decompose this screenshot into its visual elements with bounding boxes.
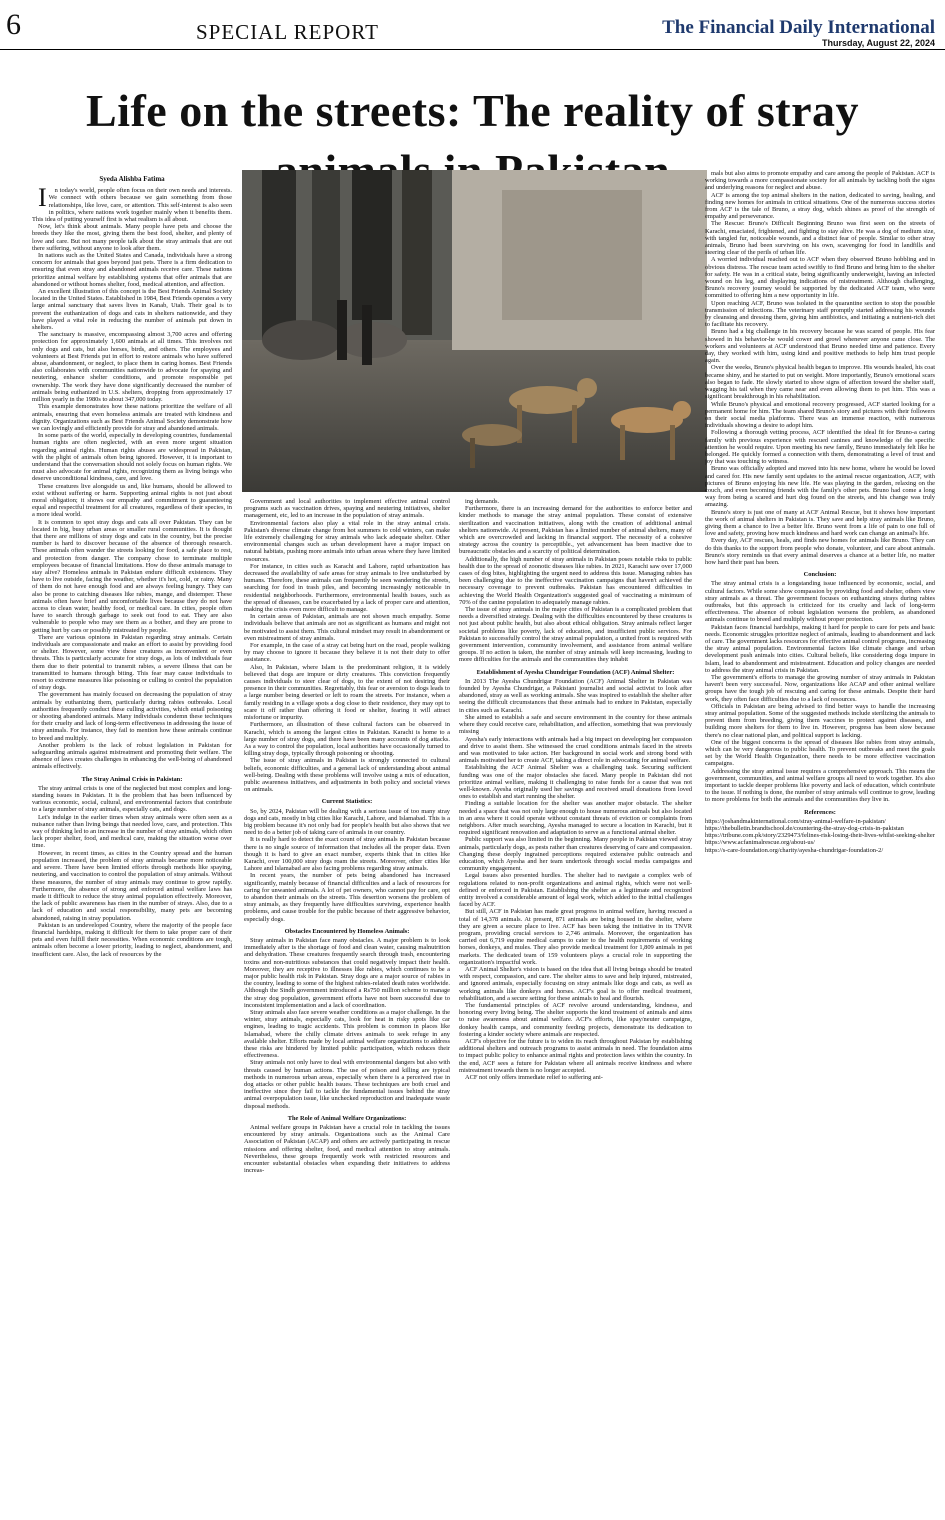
paragraph: Environmental factors also play a vital role in the stray animal crisis. Pakistan's diverse climate change from hot summers to cold winters, can make life extremely challenging for stray animals who lack adequate shelter. Other environmental changes such as urban development have a major impact on natural habitats, pushing more animals into urban areas where they have limited resources. [244,519,450,563]
paragraph: In certain areas of Pakistan, animals are not shown much empathy. Some individuals believe that animals are not as significant as humans and might not be motivated to assist them. This cultural mindset may result in abandonment or even mistreatment of stray animals. [244,613,450,642]
paragraph: ACF not only offers immediate relief to suffering ani- [465,1074,603,1082]
paragraph: Pakistan faces financial hardships, making it hard for people to care for pets and basic needs. Economic struggles prioritize neglect of animals, leading to abandonment and lack of care. The government lacks resources for effective animal control programs, increasing the stray animal population. Environmental factors like climate change and urban development push animals into cities. Cultural beliefs, like considering dogs impure in Islam, lead to abandonment and mistreatment. Education and policy changes are needed to address the stray animal crisis in Pakistan. [705,623,935,674]
paragraph: So, by 2024, Pakistan will be dealing with a serious issue of too many stray dogs and cats, mostly in big cities like Karachi, Lahore, and Islamabad. This is a big problem because it's not only bad for people's health but also shows that we need to do a better job of taking care of animals in our country. [244,807,450,837]
paragraph: The fundamental principles of ACF revolve around understanding, kindness, and honoring every living being. The shelter supports the kind treatment of animals and aims to raise awareness about animal welfare. ACF's efforts, like spay/neuter campaigns, donkey health camps, and community feeding projects, demonstrate its dedication to fostering a kinder society where animals are respected. [459,1002,692,1038]
paragraph: The sanctuary is massive, encompassing almost 3,700 acres and offering protection for approximately 1,600 animals at all times. This involves not only dogs and cats, but also horses, birds, and others. The employees and volunteers at Best Friends put in effort to restore animals who have suffered abuse, abandonment, or neglect, to place them in caring homes. Best Friends also collaborates with communities nationwide to advocate for spaying and neutering, enhance shelter conditions, and promote responsible pet ownership. The work they have done significantly decreased the number of animals being euthanized in U.S. shelters, dropping from approximately 17 million yearly in the 1980s to about 347,000 today. [32,331,232,404]
paragraph: However, in recent times, as cities in the Country spread and the human population increased, the problem of stray animals became more noticeable and severe. There have been limited efforts through methods like spaying, neutering, and vaccination to control the population of stray animals. Without these measures, the number of stray animals may continue to grow rapidly. Furthermore, the absence of strong and enforced animal welfare laws has made it difficult to reduce the stray animal population effectively. Moreover, the lack of public awareness has risen in the number of strays. Also, due to a lack of education and social responsibility, many pets are becoming abandoned, raising in stray population. [32,849,232,922]
paragraph: In some parts of the world, especially in developing countries, fundamental human rights are often neglected, with an even more urgent situation regarding animal rights. Human rights abuses are widespread in Pakistan, with the plight of animals often being ignored. However, it is important to understand that the conversation should not solely focus on human rights. We must also advocate for animal rights, recognizing them as living beings who deserve unconditional kindness, care, and love. [32,432,232,483]
paragraph: The stray animal crisis is one of the neglected but most complex and long-standing issues in Pakistan. It is the problem that has been influenced by various economic, social, cultural, and environmental factors that contribute to a large number of stray animals, especially cats, and dogs. [32,784,232,814]
stray-dogs-photo [242,170,707,492]
paragraph: Additionally, the high number of stray animals in Pakistan poses notable risks to public health due to the spread of zoonotic diseases like rabies. In 2021, Karachi saw over 17,000 cases of dog bites, highlighting the urgent need to address this issue. Managing rabies has been challenging due to the ineffective vaccination campaigns that haven't achieved the necessary coverage to prevent outbreaks. Pakistan has encountered difficulties in achieving the World Health Organization's suggested goal of vaccinating a minimum of 70% of the canine population to adequately manage rabies. [459,555,692,606]
article-headline: Life on the streets: The reality of stray [86,84,859,136]
paragraph: Upon reaching ACF, Bruno was isolated in the quarantine section to stop the possible transmission of infections. The veterinary staff promptly started addressing his wounds by cleansing and dressing them, giving him antibiotics, and initiating a nutrient-rich diet to facilitate his recovery. [705,299,935,329]
section-heading: Obstacles Encountered by Homeless Animals: [284,927,410,935]
paragraph: The issue of stray animals in the major cities of Pakistan is a complicated problem that needs a diversified strategy. Dealing with the difficulties encountered by these creatures is not just about public health, but also about ethical obligation. Stray animals reflect larger societal problems like poverty, lack of education, and insufficient public services. For Pakistan to successfully control the stray animal population, a united front is required with government intervention, community involvement, and assistance from animal welfare groups. If no action is taken, the number of stray animals will keep increasing, leading to more difficulties for the animals and the communities they inhabit [459,606,692,664]
paragraph: This example demonstrates how these nations prioritize the welfare of all animals, ensuring that even homeless animals are treated with kindness and dignity. Organizations such as Best Friends Animal Society demonstrate how we can lovingly and efficiently provide for stray and abandoned animals. [32,403,232,432]
paragraph: Following a thorough vetting process, ACF identified the ideal fit for Bruno-a caring family with previous experience with rescued canines and knowledge of the specific attention he would require. Upon meeting his new family, Bruno immediately felt like he belonged. He quickly formed a connection with them, demonstrating a level of trust and joy that was touching to witness. [705,429,935,466]
publication-name: The Financial Daily International [662,17,935,38]
reference-link[interactable]: https://s-care-foundation.org/charity/ayesha-chundrigar-foundation-2/ [705,846,884,854]
paragraph: Bruno's story is just one of many at ACF Animal Rescue, but it shows how important the work of animal shelters in Pakistan is. They save and help stray animals like Bruno, giving them a chance to live a better life. Bruno went from a life of pain to one full of love and safety, proving how much kindness and hard work can change an animal's life. [705,508,935,538]
paragraph: An excellent illustration of this concept is the Best Friends Animal Society located in the United States. Established in 1984, Best Friends operates a very large animal sanctuary that saves lives in Kanab, Utah. Their goal is to prevent the euthanization of dogs and cats in shelters nationwide, and they have played a vital role in reducing the number of animals put down in shelters. [32,288,232,332]
drop-cap: I [38,183,47,213]
paragraph: Bruno had a big challenge in his recovery because he was scared of people. His fear showed in his behavior-he would cower and growl whenever anyone came close. The workers and volunteers at ACF understood that Bruno needed time and patience. Every day, they worked with him, using kind and positive methods to help him trust people again. [705,328,935,365]
paragraph: It is common to spot stray dogs and cats all over Pakistan. They can be located in big, busy urban areas or smaller rural communities. It is thought that there are millions of stray dogs and cats in the country, but the precise number is hard to discover because of the absence of thorough research. These animals often wander the streets looking for food, a safe place to rest, and protection from danger. The company chose to terminate multiple employees because of financial limitations. How do these animals manage to stay alive? Homeless animals in Pakistan endure difficult existences. They have to live outside, facing the weather, whether it's hot, cold, or rainy. Many of them do not have enough food and are always feeling hungry. They can also be prone to catching diseases like rabies, mange, and distemper. These animals often have brief and uncomfortable lives because they do not have access to clean water, healthy food, or medical care. In cities, people often have to search through garbage to seek out food to eat. They are also vulnerable to people who may see them as a bother, and they are prone to getting hurt by cars or possibly mistreated by people. [32,518,232,634]
publication-date: Thursday, August 22, 2024 [821,38,935,48]
paragraph: Another problem is the lack of robust legislation in Pakistan for safeguarding animals against mistreatment and promoting their welfare. The absence of laws creates challenges in enhancing the well-being of abandoned animals effectively. [32,741,232,771]
paragraph: In 2013 The Ayesha Chundrigar Foundation (ACF) Animal Shelter in Pakistan was founded by Ayesha Chundrigar, a Pakistani journalist and social activist to look after abandoned, stray as well as working animals. She was inspired to establish the shelter after seeing the difficult circumstances that these animals had to endure in Pakistan, especially in cities such as Karachi. [459,677,692,714]
paragraph: Stray animals in Pakistan face many obstacles. A major problem is to look immediately after is the shortage of food and clean water, causing malnutrition and dehydration. These creatures frequently search through trash, encountering toxins and non-nutritious substances that could negatively impact their health. Moreover, they are receptive to illnesses like rabies, which continues to be a major public health risk in Pakistan. Stray dogs are a major source of rabies in the country, leading to some of the highest rabies-related death rates worldwide. Although the Sindh government introduced a Rs750 million scheme to manage the stray dog population, government efforts have not been successful due to inconsistent implementation and a lack of coordination. [244,936,450,1009]
article-byline: Syeda Alishba Fatima [99,176,165,183]
section-title: SPECIAL REPORT [196,20,379,44]
paragraph: The government's efforts to manage the growing number of stray animals in Pakistan haven't been very successful. Now, organizations like ACAP and other animal welfare groups have the tough job of rescuing and caring for these animals. Despite their hard work, they often face difficulties due to a lack of resources. [705,674,935,703]
paragraph: Furthermore, an illustration of these cultural factors can be observed in Karachi, which is among the largest cities in Pakistan. Karachi is home to a large number of stray dogs, and there have been many accounts of dog attacks. As a way to control the population, local authorities have occasionally turned to killing stray dogs, typically through poisoning or shooting. [244,721,450,758]
paragraph: These creatures live alongside us and, like humans, should be allowed to exist without suffering or harm. Supporting animal rights is not just about moral obligation; it shows our empathy and commitment to guaranteeing equal and respectful treatment for all creatures, regardless of their species, in a more ideal world. [32,482,232,519]
stray-dogs-image [242,170,707,492]
reference-link[interactable]: https://www.acfanimalrescue.org/about-us/ [705,839,815,847]
article-column-3 [459,498,692,1512]
paragraph: But still, ACF in Pakistan has made great progress in animal welfare, having rescued a total of 14,378 animals. At present, 871 animals are being housed in the shelter, where they are given a secure place to live. ACF has been taking the initiative in its TNVR program, providing crucial services to 2,746 animals. Moreover, the organization has carried out 6,719 equine medical camps to cater to the health requirements of working horses, donkeys, and mules. They also provide medical treatment for 1,809 animals in pet markets. The dedicated team of 159 volunteers plays a crucial role in supporting the organization's impactful work. [459,908,692,966]
paragraph: While Bruno's physical and emotional recovery progressed, ACF started looking for a permanent home for him. The team shared Bruno's story and pictures with their followers on their social media platforms. There was an immense reaction, with numerous individuals showing a desire to adopt him. [705,400,935,430]
paragraph: Government and local authorities to implement effective animal control programs such as vaccination drives, spaying and neutering initiatives, shelter management, etc, led to an increase in the population of stray animals. [244,498,450,520]
section-heading: Current Statistics: [321,798,373,806]
reference-link[interactable]: https://tribune.com.pk/story/2329473/felines-risk-losing-their-lives-whilst-seeking-shelter [705,832,935,840]
paragraph: For example, in the case of a stray cat being hurt on the road, people walking by may choose to ignore it because they believe it is not their duty to offer assistance. [244,642,450,664]
paragraph: For instance, in cities such as Karachi and Lahore, rapid urbanization has decreased the availability of safe areas for stray animals to live undisturbed by humans. Therefore, these animals can frequently be seen wandering the streets, searching for food in trash piles, and becoming increasingly noticeable in residential neighborhoods. Furthermore, environmental health issues, such as the spread of diseases, can be exacerbated by a lack of proper care and attention, making the crisis even more difficult to manage. [244,562,450,614]
paragraph: Stray animals also face severe weather conditions as a major challenge. In the winter, stray animals, especially cats, look for heat in risky spots like car engines, leading to tragic accidents. This problem is common in places like Islamabad, where the chilly climate drives animals to seek refuge in any available shelter. Efforts made by local animal welfare organizations to address these risks are hindered by limited public participation, which reduces their effectiveness. [244,1009,450,1060]
paragraph: ACF's objective for the future is to widen its reach throughout Pakistan by establishing additional shelters and outreach programs to assist animals in need. The foundation aims to impact public policy to enhance animal rights and protection laws within the country. In the end, ACF sees a future for Pakistan where all animals receive kindness and where mistreatment towards them is no longer accepted. [459,1038,692,1074]
paragraph: The government has mainly focused on decreasing the population of stray animals by euthanizing them, particularly during rabies outbreaks. Local authorities frequently conduct these culling activities, which entail poisoning or shooting abandoned animals. Many individuals condemn these techniques for their cruelty and lack of long-term effectiveness in addressing the issue of stray animals. For instance, they fail to mention how these animals continue to breed and multiply. [32,691,232,742]
reference-link[interactable]: https://joshandmakinternational.com/stray-animal-welfare-in-pakistan/ [705,817,886,825]
section-heading: The Stray Animal Crisis in Pakistan: [81,775,183,783]
paragraph: Legal issues also presented hurdles. The shelter had to navigate a complex web of regulations related to non-profit organizations and animal rights, which were not well-defined or enforced in Pakistan. Establishing the shelter as a legitimate and recognized entity involved a considerable amount of legal work, which added to the initial challenges faced by ACF. [459,872,692,909]
paragraph: In nations such as the United States and Canada, individuals have a strong concern for animals that goes beyond just pets. There is a firm dedication to ensuring that even stray and abandoned animals receive care. These nations prioritize animal welfare by establishing systems that offer animals that are abandoned or without homes shelter, food, medical attention, and affection. [32,252,232,288]
paragraph: Over the weeks, Bruno's physical health began to improve. His wounds healed, his coat became shiny, and he started to put on weight. More importantly, Bruno's emotional scars also began to fade. He slowly started to show signs of affection toward the shelter staff, wagging his tail when they came near and even allowing them to pet him. This was a significant breakthrough in his rehabilitation. [705,364,935,401]
paragraph: Stray animals not only have to deal with environmental dangers but also with threats caused by human actions. The use of poison and killing are typical methods in numerous urban areas, especially when there is a perceived rise in dog attacks or other public health issues. These techniques are both cruel and ineffective since they fail to tackle the fundamental issues behind the stray animal overpopulation issue, like unchecked reproduction and inadequate waste disposal methods. [244,1059,450,1110]
paragraph: Establishing the ACF Animal Shelter was a challenging task. Securing sufficient funding was one of the major obstacles she faced. Many people in Pakistan did not prioritize animal welfare, making it challenging to raise funds for a cause that was not well-known. Ayesha originally used her savings and received small donations from loved ones to establish and start running the shelter. [459,764,692,801]
references-heading: References: [804,808,836,816]
paragraph: Furthermore, there is an increasing demand for the authorities to enforce better and kinder methods to manage the stray animal population. These consist of extensive sterilization and vaccination initiatives, along with the creation of additional animal shelters nationwide. At present, Pakistan has a limited number of animal shelters, many of which are overcrowded and lacking in financial support. The necessity of a cohesive strategy across the country is perceptible., yet advancement has been inactive due to bureaucratic obstacles and a scarcity of political determination. [459,505,692,556]
paragraph: ACF Animal Shelter's vision is based on the idea that all living beings should be treated with respect, compassion, and care. The shelter aims to save and help injured, mistreated, and ignored animals, especially focusing on stray animals like dogs and cats, as well as working animals like donkeys and horses. ACF's goal is to offer medical treatment, rehabilitation, and a secure setting for these animals to heal and flourish. [459,966,692,1002]
paragraph: mals but also aims to promote empathy and care among the people of Pakistan. ACF is working towards a more compassionate society for all animals by tackling both the signs and underlying reasons for neglect and abuse. [705,170,935,192]
masthead-rule [0,49,945,50]
paragraph: Bruno was officially adopted and moved into his new home, where he would be loved and cared for. His new family sent updates to the animal rescue organization, ACF, with pictures of Bruno enjoying his new life. He was playing in the garden, relaxing on the couch, and even becoming friends with the family's other pets. Bruno had come a long way from being a scared and hurt dog found on the streets, and his change was truly amazing. [705,465,935,509]
paragraph: Finding a suitable location for the shelter was another major obstacle. The shelter needed a space that was not only large enough to house numerous animals but also located in an area where it could operate without constant threats of eviction or complaints from neighbors. After much searching, Ayesha managed to secure a location in Karachi, but it required significant renovation and adaptation to serve as a functional animal shelter. [459,800,692,837]
paragraph: Public support was also limited in the beginning. Many people in Pakistan viewed stray animals, particularly dogs, as pests rather than creatures deserving of care and compassion. Changing these deeply ingrained perceptions required extensive public outreach and education, which Ayesha and her team undertook through social media campaigns and community engagement. [459,836,692,873]
paragraph: In recent years, the number of pets being abandoned has increased significantly, mainly because of financial difficulties and a lack of resources for caring for unwanted animals. A lot of pet owners, who cannot pay for care, opt to abandon their animals on the streets. This desertion worsens the problem of stray animals, as they frequently have difficulties surviving, experience health problems, and cause trouble for the public because of their aggressive behavior, especially dogs. [244,872,450,923]
paragraph: Addressing the stray animal issue requires a comprehensive approach. This means the government, communities, and animal welfare groups all need to work together. It's also important to tackle deeper problems like poverty and lack of education, which contribute to the issue. If nothing is done, the number of stray animals will continue to grow, leading to more problems for both the animals and the communities they live in. [705,767,935,804]
paragraph: Also, In Pakistan, where Islam is the predominant religion, it is widely believed that dogs are impure or dirty creatures. This conviction frequently causes individuals to steer clear of dogs, to the extent of not desiring their presence in their communities. Regrettably, this fear or aversion to dogs leads to a large number being deserted or left to roam the streets. For instance, when a family residing in a village spots a dog close to their residence, they may opt to scare it off rather than offering it food or shelter, fearing it will attract misfortune or impurity. [244,663,450,722]
paragraph: Officials in Pakistan are being advised to find better ways to handle the increasing stray animal population. Some of the suggested methods include sterilizing the animals to prevent them from breeding, giving them vaccines to protect against diseases, and building more shelters for them to live in. However, progress has been slow because there's no clear national plan, and political support is lacking. [705,702,935,739]
article-column-1 [32,176,232,1512]
page-number: 6 [6,8,21,41]
paragraph: Animal welfare groups in Pakistan have a crucial role in tackling the issues encountered by stray animals. Organizations such as the Animal Care Association of Pakistan (ACAP) and others are actively participating in rescue missions and offering shelter, food, and medical attention to stray animals. Nevertheless, these groups frequently work with restricted resources and encounter substantial obstacles when expanding their initiatives to address increas- [244,1124,450,1175]
article-column-2 [244,498,450,1512]
paragraph: The issue of stray animals in Pakistan is strongly connected to cultural beliefs, economic difficulties, and a general lack of understanding about animal well-being. Dealing with these problems will involve using a mix of education, public awareness initiatives, and adjustments in both policy and societal views on animals. [244,757,450,794]
paragraph: Every day, ACF rescues, heals, and finds new homes for animals like Bruno. They can do this thanks to the support from people who donate, volunteer, and care about animals. Bruno's story reminds us that every animal deserves a chance at a better life, no matter how hard their past has been. [705,537,935,566]
paragraph: The stray animal crisis is a longstanding issue influenced by economic, social, and cultural factors. While some show compassion by providing food and shelter, others view stray animals as a threat. The government focuses on euthanizing strays during rabies outbreaks, but this approach is criticized for its cruelty and lack of long-term effectiveness. The absence of robust legislation worsens the problem, as abandoned animals continue to breed and multiply without proper protection. [705,580,935,624]
references-list [705,818,935,854]
paragraph: Let's indulge in the earlier times when stray animals were often seen as a nuisance rather than living beings that needed love, care, and protection. This way of thinking led to an increase in the number of stray animals, which often lack proper shelter, food, and medical care, making the situation worse over time. [32,813,232,850]
article-column-4 [705,170,935,1512]
paragraph: She aimed to establish a safe and secure environment in the country for these animals where they could receive care, rehabilitation, and affection, something that was previously missing [459,713,692,736]
section-heading: The Role of Animal Welfare Organizations: [287,1114,407,1122]
paragraph: ACF is among the top animal shelters in the nation, dedicated to saving, healing, and finding new homes for animals in critical situations. One of the numerous success stories from ACF is the tale of Bruno, a stray dog, which shines as proof of the strength of empathy and perseverance. [705,191,935,221]
paragraph: Pakistan is an undeveloped Country, where the majority of the people face financial hardships, making it difficult for them to take proper care of their pets and even fulfill their necessities. When economic conditions are tough, animals often become a lower priority, leading to neglect, abandonment, and insufficient care. Also, the lack of resources by the [32,921,232,958]
section-heading: Establishment of Ayesha Chundrigar Foundation (ACF) Animal Shelter: [476,668,675,676]
section-heading: Conclusion: [803,571,837,579]
paragraph: The Rescue: Bruno's Difficult Beginning Bruno was first seen on the streets of Karachi, emaciated, frightened, and fighting to stay alive. He was a dog of medium size, with tangled fur, noticeable wounds, and a distinct fear of people. Similar to other stray animals, Bruno had been surviving on his own, scavenging for food in landfills and steering clear of the perils of urban life. [705,220,935,257]
paragraph: Now, let's think about animals. Many people have pets and choose the breeds they like the most, giving them the best food, shelter, and plenty of love and care. But not many people talk about the stray animals that are out there suffering, without anyone to look after them. [32,223,232,252]
paragraph: A worried individual reached out to ACF when they observed Bruno hobbling and in obvious distress. The rescue team acted swiftly to find Bruno and bring him to the shelter for safety. He was in a critical state, being significantly underweight, having an infected wound on his leg, and displaying indications of mistreatment. Although challenging, Bruno's recovery journey would be supported by the dedicated ACF team, who were committed to offering him a new opportunity in life. [705,256,935,300]
paragraph: Ayesha's early interactions with animals had a big impact on developing her compassion and drive to assist them. She witnessed the cruel conditions animals faced in the streets and was motivated to take action. Her background in social work and strong bond with animals motivated her to create ACF, taking a direct role in advocating for animal welfare. [459,735,692,765]
paragraph: There are various opinions in Pakistan regarding stray animals. Certain individuals are compassionate and make an effort to assist by providing food or shelter. However, some view these creatures as inconvenient or even threats. This is particularly accurate for stray dogs, as lots of individuals fear them due to their potential to transmit rabies, a severe illness that can be transmitted to humans through biting. This fear may cause individuals to resort to extreme measures like poisoning or culling to control the population of stray dogs. [32,633,232,692]
paragraph: It is really hard to detect the exact count of stray animals in Pakistan because there is no single source of information that includes all the proper data. Even though it is hard to give an exact number, experts think that in cities like Karachi, over 100,000 stray dogs roam the streets. Moreover, other cities like Lahore and Islamabad are also facing problems regarding stray animals. [244,836,450,873]
paragraph: ing demands. [465,498,500,505]
paragraph: I n today's world, people often focus on their own needs and interests. We connect with others because we gain something from those relationships, like love, care, or attention. This self-interest is also seen in politics, where nations work together mainly when it benefits them. This idea of putting yourself first is what realism is all about. [32,183,232,224]
reference-link[interactable]: https://thebulletin.brandtschool.de/countering-the-stray-dog-crisis-in-pakistan [705,825,904,833]
masthead [0,0,945,52]
paragraph: One of the biggest concerns is the spread of diseases like rabies from stray animals, which can be very dangerous to public health. To prevent outbreaks and meet the goals set by the World Health Organization, there needs to be more effective vaccination campaigns. [705,738,935,768]
